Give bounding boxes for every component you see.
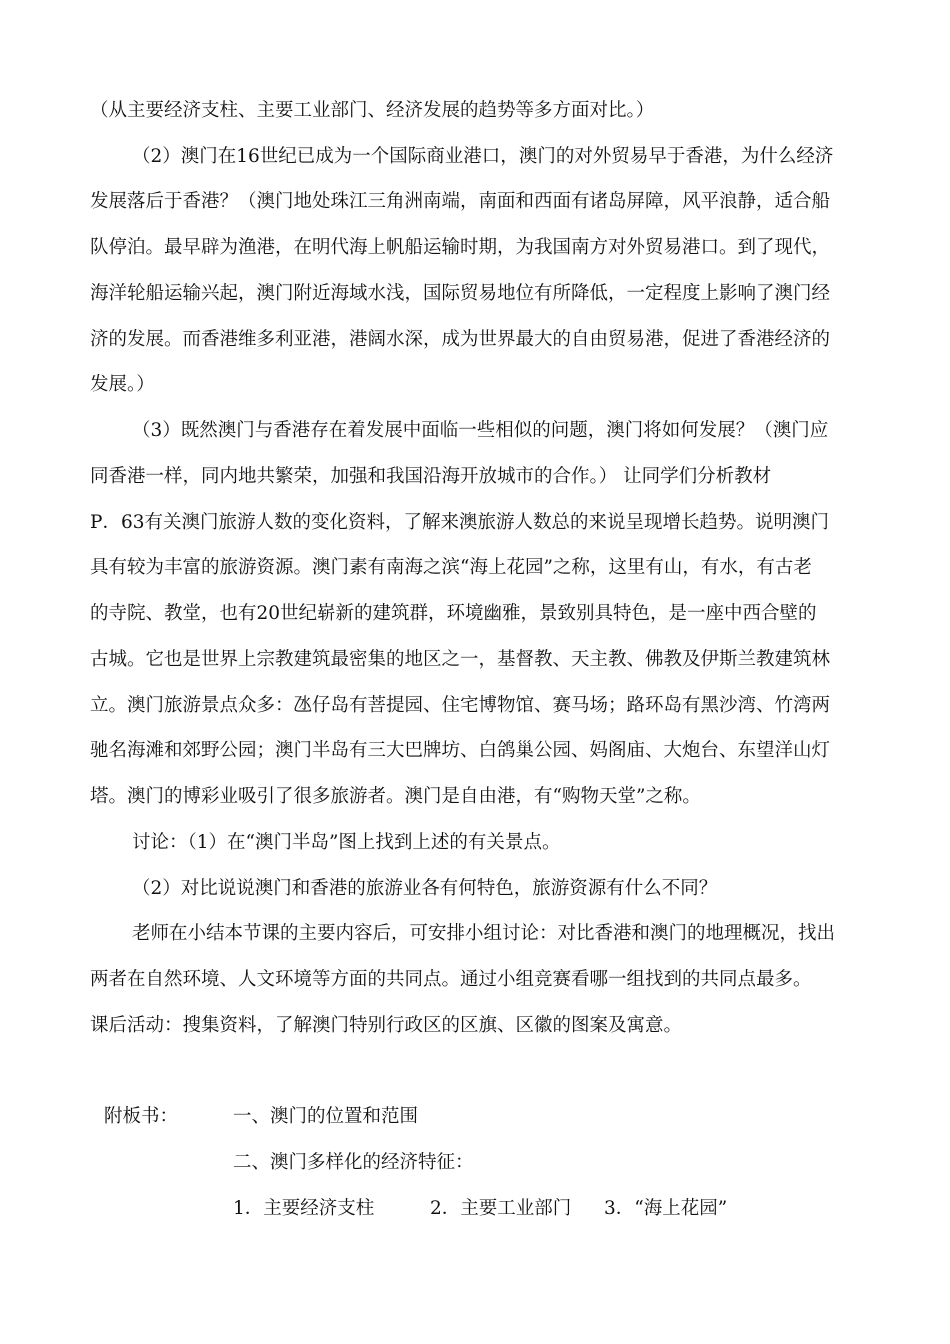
text-line: 古城。它也是世界上宗教建筑最密集的地区之一，基督教、天主教、佛教及伊斯兰教建筑林 xyxy=(90,649,831,670)
text-line: P．63有关澳门旅游人数的变化资料，了解来澳旅游人数总的来说呈现增长趋势。说明澳门 xyxy=(90,512,829,533)
text-line: 两者在自然环境、人文环境等方面的共同点。通过小组竞赛看哪一组找到的共同点最多。 xyxy=(90,969,812,990)
board-subitem: 2．主要工业部门 xyxy=(430,1198,572,1219)
text-line: 发展落后于香港？（澳门地处珠江三角洲南端，南面和西面有诸岛屏障，风平浪静，适合船 xyxy=(90,191,831,212)
text-line: 讨论：（1）在“澳门半岛”图上找到上述的有关景点。 xyxy=(132,832,561,853)
text-line: 同香港一样，同内地共繁荣，加强和我国沿海开放城市的合作。） 让同学们分析教材 xyxy=(90,466,772,487)
board-label: 附板书： xyxy=(104,1106,179,1127)
text-line: 老师在小结本节课的主要内容后，可安排小组讨论：对比香港和澳门的地理概况，找出 xyxy=(132,923,836,944)
board-subitem: 3．“海上花园” xyxy=(604,1198,728,1219)
text-line: （从主要经济支柱、主要工业部门、经济发展的趋势等多方面对比。） xyxy=(90,100,655,121)
text-line: （2）澳门在16世纪已成为一个国际商业港口，澳门的对外贸易早于香港，为什么经济 xyxy=(132,146,834,167)
text-line: 驰名海滩和郊野公园；澳门半岛有三大巴牌坊、白鸽巢公园、妈阁庙、大炮台、东望洋山灯 xyxy=(90,740,831,761)
text-line: 立。澳门旅游景点众多：氹仔岛有菩提园、住宅博物馆、赛马场；路环岛有黑沙湾、竹湾两 xyxy=(90,695,831,716)
board-subitem: 1．主要经济支柱 xyxy=(233,1198,375,1219)
text-line: 发展。） xyxy=(90,374,155,395)
board-item: 一、澳门的位置和范围 xyxy=(233,1106,419,1127)
text-line: （2）对比说说澳门和香港的旅游业各有何特色，旅游资源有什么不同？ xyxy=(132,878,718,899)
text-line: 济的发展。而香港维多利亚港，港阔水深，成为世界最大的自由贸易港，促进了香港经济的 xyxy=(90,329,831,350)
text-line: 课后活动：搜集资料，了解澳门特别行政区的区旗、区徽的图案及寓意。 xyxy=(90,1015,683,1036)
text-line: 的寺院、教堂，也有20世纪崭新的建筑群，环境幽雅，景致别具特色，是一座中西合壁的 xyxy=(90,603,817,624)
text-line: 塔。澳门的博彩业吸引了很多旅游者。澳门是自由港，有“购物天堂”之称。 xyxy=(90,786,701,807)
text-line: 具有较为丰富的旅游资源。澳门素有南海之滨“海上花园”之称，这里有山，有水，有古老 xyxy=(90,557,812,578)
text-line: 海洋轮船运输兴起，澳门附近海域水浅，国际贸易地位有所降低，一定程度上影响了澳门经 xyxy=(90,283,831,304)
text-line: （3）既然澳门与香港存在着发展中面临一些相似的问题，澳门将如何发展？（澳门应 xyxy=(132,420,829,441)
text-line: 队停泊。最早辟为渔港，在明代海上帆船运输时期，为我国南方对外贸易港口。到了现代， xyxy=(90,237,831,258)
board-item: 二、澳门多样化的经济特征： xyxy=(233,1152,474,1173)
